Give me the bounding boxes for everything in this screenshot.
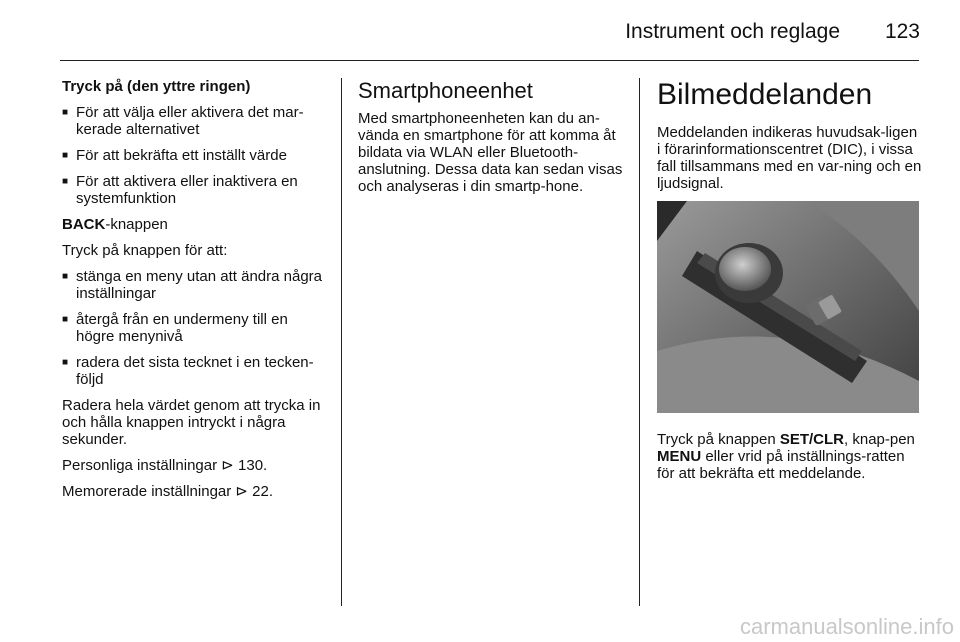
bullet-icon: ■ — [62, 271, 69, 282]
column-vehicle-messages — [657, 78, 923, 491]
column-divider-left — [341, 78, 342, 606]
bullet-icon: ■ — [62, 314, 69, 325]
column-smartphone — [358, 78, 626, 204]
section-heading: Smartphoneenhet — [358, 78, 533, 103]
bullet-icon: ■ — [62, 176, 69, 187]
back-button-heading: BACK-knappen — [62, 216, 168, 233]
running-header-title: Instrument och reglage — [625, 20, 840, 43]
list-item: ■ stänga en meny utan att ändra några inställningar — [62, 268, 323, 302]
page-ref-arrow-icon: ⊳ — [235, 483, 248, 500]
page-number: 123 — [884, 20, 920, 43]
header-divider — [60, 60, 919, 61]
section-body: Med smartphoneenheten kan du an-vända en smartphone för att komma åt bildata via WLAN eller Bluetooth-anslutning. Dessa data kan sedan visas och analyseras i din smartp-hone. — [358, 110, 623, 195]
list-item: ■ återgå från en undermeny till en högre menynivå — [62, 311, 288, 345]
outer-ring-list — [62, 104, 328, 207]
column-controls — [62, 78, 328, 509]
outer-ring-heading: Tryck på (den yttre ringen) — [62, 78, 251, 95]
memorized-settings-ref: Memorerade inställningar ⊳ 22. — [62, 483, 274, 500]
clear-value-text: Radera hela värdet genom att trycka in och hålla knappen intryckt i några sekunder. — [62, 397, 321, 448]
list-item: ■ För att bekräfta ett inställt värde — [62, 147, 287, 164]
chapter-intro: Meddelanden indikeras huvudsak-ligen i förarinformationscentret (DIC), i vissa fall tillsammans med en var-ning och en ljudsignal. — [657, 124, 922, 192]
list-item: ■ För att välja eller aktivera det mar-kerade alternativet — [62, 104, 304, 138]
watermark: carmanualsonline.info — [739, 614, 954, 639]
list-item: ■ radera det sista tecknet i en tecken-följd — [62, 354, 314, 388]
chapter-heading: Bilmeddelanden — [657, 78, 873, 111]
bullet-icon: ■ — [62, 107, 69, 118]
bullet-icon: ■ — [62, 357, 69, 368]
confirm-message-instruction: Tryck på knappen SET/CLR, knap-pen MENU eller vrid på inställnings-ratten för att bekräfta ett meddelande. — [657, 431, 915, 482]
page-ref-arrow-icon: ⊳ — [221, 457, 234, 474]
back-button-list — [62, 268, 328, 388]
personal-settings-ref: Personliga inställningar ⊳ 130. — [62, 457, 268, 474]
press-button-intro: Tryck på knappen för att: — [62, 242, 228, 259]
menu-button-label: MENU — [657, 448, 702, 465]
stalk-photo — [657, 201, 919, 413]
list-item: ■ För att aktivera eller inaktivera en systemfunktion — [62, 173, 298, 207]
column-divider-right — [639, 78, 640, 606]
set-clr-button-label: SET/CLR — [779, 431, 845, 448]
bullet-icon: ■ — [62, 150, 69, 161]
